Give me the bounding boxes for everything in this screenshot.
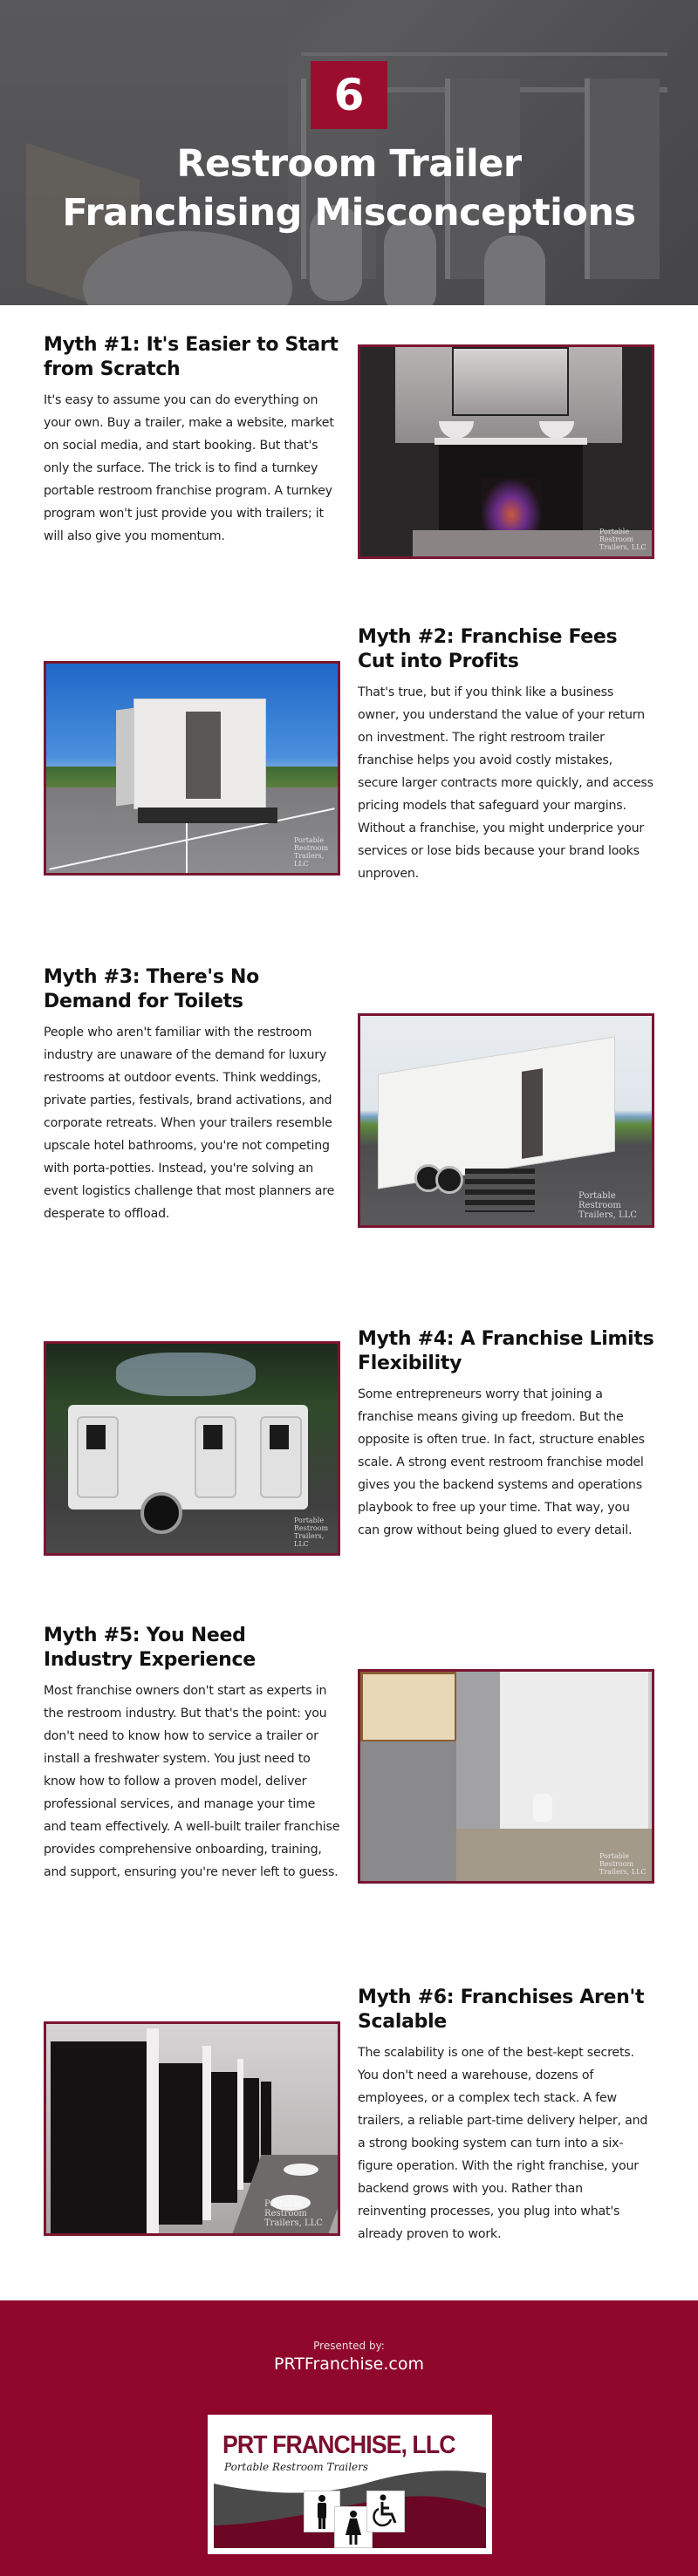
long-white-restroom-trailer-photo <box>358 1013 654 1228</box>
page-title-line-2: Franchising Misconceptions <box>62 191 636 235</box>
logo-tagline: Portable Restroom Trailers <box>224 2461 369 2473</box>
myth-section-2 <box>358 625 654 885</box>
luxury-vanity-with-fireplace-photo <box>358 344 654 559</box>
count-badge: 6 <box>311 61 387 129</box>
myth-body: Some entrepreneurs worry that joining a franchise means giving up freedom. But the opposite is often true. In fact, structure enables scale. A strong event restroom franchise model gives you the backend systems and operations playbook to free up your time. That way, you can grow without being glued to every detail. <box>358 1387 645 1537</box>
restroom-trailer-parking-lot-photo <box>44 661 340 876</box>
myth-body: The scalability is one of the best-kept secrets. You don't need a warehouse, dozens of employees, or a complex tech stack. A few trailers, a reliable part-time delivery helper, and a strong booking system can turn into a six-figure operation. With the right franchise, your backend grows with you. Rather than reinventing processes, you plug into what's already proven to work. <box>358 2046 648 2241</box>
wheelchair-icon <box>366 2491 405 2532</box>
page-title <box>0 140 698 237</box>
trailer-bathroom-interior-photo <box>358 1669 654 1884</box>
myth-body: People who aren't familiar with the restroom industry are unaware of the demand for luxury restrooms at outdoor events. Think weddings, private parties, festivals, brand activations, and corporate retreats. When your trailers resemble upscale hotel bathrooms, you're not competing with porta-potties. Instead, you're solving an event logistics challenge that most planners are desperate to offload. <box>44 1026 335 1221</box>
myth-body: It's easy to assume you can do everything on your own. Buy a trailer, make a website, market on social media, and start booking. But that's only the surface. The trick is to find a turnkey portable restroom franchise program. A turnkey program won't just provide you with trailers; it will also give you momentum. <box>44 393 334 543</box>
website-link[interactable]: PRTFranchise.com <box>274 2355 424 2374</box>
photo-watermark: Portable Restroom Trailers, LLC <box>264 2199 323 2228</box>
myth-body: That's true, but if you think like a business owner, you understand the value of your return on investment. The right restroom trailer franchise helps you avoid costly mistakes, secure larger contracts more quickly, and access pricing models that safeguard your margins. Without a franchise, you might underprice your services or lose bids because your brand looks unproven. <box>358 685 654 881</box>
photo-watermark: Portable Restroom Trailers, LLC <box>294 1516 329 1548</box>
prt-franchise-logo <box>209 2416 490 2552</box>
footer <box>0 2300 698 2576</box>
photo-watermark: Portable Restroom Trailers, LLC <box>294 836 329 868</box>
photo-watermark: Portable Restroom Trailers, LLC <box>578 1191 637 1220</box>
restroom-stalls-interior-photo <box>44 2021 340 2236</box>
myth-section-6 <box>358 1986 654 2245</box>
myth-title: Myth #3: There's No Demand for Toilets <box>44 966 259 1012</box>
myth-title: Myth #5: You Need Industry Experience <box>44 1625 256 1671</box>
logo-company-name: PRT FRANCHISE, LLC <box>222 2431 455 2459</box>
three-door-restroom-trailer-photo <box>44 1341 340 1556</box>
presented-by-label: Presented by: <box>313 2340 385 2352</box>
page-title-line-1: Restroom Trailer <box>176 142 522 186</box>
myth-section-3 <box>44 965 340 1225</box>
myth-section-5 <box>44 1624 340 1884</box>
myth-section-1 <box>44 333 340 548</box>
myth-title: Myth #2: Franchise Fees Cut into Profits <box>358 626 618 672</box>
myth-title: Myth #1: It's Easier to Start from Scratch <box>44 334 339 380</box>
hero-banner <box>0 0 698 305</box>
photo-watermark: Portable Restroom Trailers, LLC <box>599 528 647 551</box>
myth-body: Most franchise owners don't start as experts in the restroom industry. But that's the point: you don't need to know how to service a trailer or install a freshwater system. You just need to know how to follow a proven model, deliver professional services, and manage your time and team effectively. A well-built trailer franchise provides comprehensive onboarding, training, and support, ensuring you're never left to guess. <box>44 1684 340 1879</box>
myth-section-4 <box>358 1327 654 1542</box>
photo-watermark: Portable Restroom Trailers, LLC <box>599 1852 647 1876</box>
myth-title: Myth #4: A Franchise Limits Flexibility <box>358 1328 654 1374</box>
myth-title: Myth #6: Franchises Aren't Scalable <box>358 1987 645 2033</box>
